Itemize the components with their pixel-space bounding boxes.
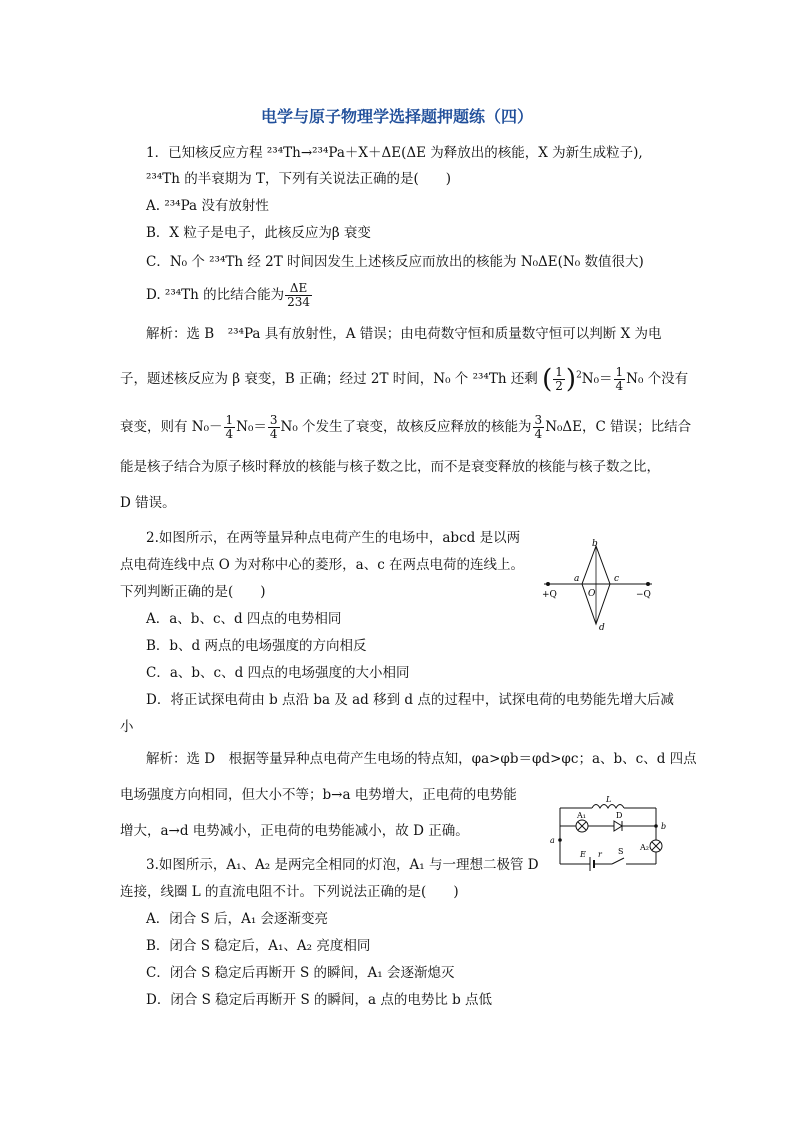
right-paren: ) bbox=[565, 364, 577, 395]
q2-solution-line3: 增大，a→d 电势减小，正电荷的电势能减小，故 D 正确。 bbox=[120, 823, 469, 839]
solution-text: 衰变，则有 N₀－ bbox=[120, 419, 223, 435]
q2-stem-line3: 下列判断正确的是( ) bbox=[120, 584, 266, 600]
solution-text: N₀＝ bbox=[236, 419, 267, 435]
fraction-numerator: 1 bbox=[225, 413, 234, 427]
left-paren: ( bbox=[542, 364, 553, 395]
label-c: c bbox=[614, 574, 620, 584]
fraction-numerator: 3 bbox=[269, 413, 278, 427]
fraction-quarter bbox=[224, 414, 236, 441]
q1-solution-line4: 能是核子结合为原子核时释放的核能与核子数之比，而不是衰变释放的核能与核子数之比， bbox=[120, 459, 660, 475]
fraction-numerator: ΔE bbox=[285, 282, 312, 296]
minus-charge-point bbox=[646, 582, 650, 586]
q2-stem-line2: 点电荷连线中点 O 为对称中心的菱形，a、c 在两点电荷的连线上。 bbox=[120, 557, 525, 573]
fraction-denominator: 4 bbox=[269, 427, 278, 441]
page-title: 电学与原子物理学选择题押题练（四） bbox=[260, 107, 533, 126]
q2-option-c: C．a、b、c、d 四点的电场强度的大小相同 bbox=[146, 665, 410, 681]
diode-symbol bbox=[614, 821, 622, 831]
q3-stem-line1: 3.如图所示，A₁、A₂ 是两完全相同的灯泡，A₁ 与一理想二极管 D bbox=[146, 857, 539, 873]
label-A2: A₂ bbox=[640, 843, 649, 852]
solution-text: 子，题述核反应为 β 衰变，B 正确；经过 2T 时间，N₀ 个 ²³⁴Th 还剩 bbox=[120, 371, 538, 387]
q3-option-a: A．闭合 S 后，A₁ 会逐渐变亮 bbox=[146, 911, 329, 927]
q1-solution-line2 bbox=[120, 366, 688, 393]
solution-text: N₀ 个没有 bbox=[626, 371, 689, 387]
q2-option-a: A．a、b、c、d 四点的电势相同 bbox=[146, 611, 342, 627]
label-minus-q: −Q bbox=[636, 590, 651, 600]
label-d: d bbox=[599, 623, 605, 633]
q1-option-a: A. ²³⁴Pa 没有放射性 bbox=[146, 198, 269, 214]
label-a: a bbox=[574, 574, 580, 584]
solution-text: N₀＝ bbox=[581, 371, 613, 387]
q1-option-d-fraction bbox=[285, 282, 312, 309]
label-r: r bbox=[598, 850, 602, 859]
fraction-denominator: 4 bbox=[615, 379, 624, 393]
label-S: S bbox=[618, 847, 624, 856]
q2-stem-line1: 2.如图所示，在两等量异种点电荷产生的电场中，abcd 是以两 bbox=[146, 530, 521, 546]
label-a: a bbox=[550, 836, 555, 845]
label-O: O bbox=[588, 589, 596, 599]
q1-option-b: B．X 粒子是电子，此核反应为β 衰变 bbox=[146, 225, 371, 241]
fraction-numerator: 3 bbox=[534, 413, 543, 427]
q2-rhombus-figure bbox=[538, 538, 658, 634]
fraction-denominator: 4 bbox=[225, 427, 234, 441]
q3-option-d: D．闭合 S 稳定后再断开 S 的瞬间，a 点的电势比 b 点低 bbox=[146, 992, 493, 1008]
q3-option-c: C．闭合 S 稳定后再断开 S 的瞬间，A₁ 会逐渐熄灭 bbox=[146, 965, 455, 981]
q1-option-d-text: D. ²³⁴Th 的比结合能为 bbox=[146, 287, 285, 303]
q1-stem-line2: ²³⁴Th 的半衰期为 T，下列有关说法正确的是( ) bbox=[146, 171, 452, 187]
label-E: E bbox=[580, 850, 586, 859]
fraction-numerator: 1 bbox=[555, 365, 563, 379]
node-b bbox=[654, 824, 658, 828]
q1-solution-line5: D 错误。 bbox=[120, 495, 176, 511]
q3-stem-line2: 连接，线圈 L 的直流电阻不计。下列说法正确的是( ) bbox=[120, 884, 459, 900]
label-L: L bbox=[606, 795, 612, 804]
exponent: 2 bbox=[576, 370, 582, 381]
q1-solution-line1: 解析：选 B ²³⁴Pa 具有放射性，A 错误；由电荷数守恒和质量数守恒可以判断 X 为电 bbox=[146, 326, 662, 342]
fraction-denominator: 4 bbox=[534, 427, 543, 441]
q1-option-d bbox=[146, 282, 313, 309]
fraction-three-quarters bbox=[533, 414, 545, 441]
fraction-half bbox=[553, 366, 565, 393]
q2-option-d-line2: 小 bbox=[120, 719, 134, 735]
q2-option-d-line1: D．将正试探电荷由 b 点沿 ba 及 ad 移到 d 点的过程中，试探电荷的电势能先增大后减 bbox=[146, 692, 674, 708]
fraction-numerator: 1 bbox=[615, 365, 624, 379]
q3-option-b: B．闭合 S 稳定后，A₁、A₂ 亮度相同 bbox=[146, 938, 371, 954]
q3-circuit-figure bbox=[548, 794, 672, 878]
label-plus-q: +Q bbox=[542, 590, 557, 600]
q2-solution-line2: 电场强度方向相同，但大小不等；b→a 电势增大，正电荷的电势能 bbox=[120, 787, 517, 803]
q1-option-c: C．N₀ 个 ²³⁴Th 经 2T 时间因发生上述核反应而放出的核能为 N₀ΔE(N₀ 数值很大) bbox=[146, 254, 644, 270]
plus-charge-point bbox=[546, 582, 550, 586]
q1-solution-line3 bbox=[120, 414, 691, 441]
solution-text: N₀ 个发生了衰变，故核反应释放的核能为 bbox=[280, 419, 532, 435]
label-b: b bbox=[661, 822, 667, 831]
q2-solution-line1: 解析：选 D 根据等量异种点电荷产生电场的特点知，φa>φb＝φd>φc；a、b、c、d 四点 bbox=[146, 751, 697, 767]
fraction-denominator: 2 bbox=[555, 379, 563, 393]
q1-stem-line1: 1．已知核反应方程 ²³⁴Th→²³⁴Pa＋X＋ΔE(ΔE 为释放出的核能，X 为新生成粒子), bbox=[146, 145, 643, 161]
label-A1: A₁ bbox=[577, 811, 586, 820]
fraction-quarter bbox=[614, 366, 626, 393]
q2-option-b: B．b、d 两点的电场强度的方向相反 bbox=[146, 638, 367, 654]
label-D: D bbox=[616, 811, 623, 820]
label-b: b bbox=[592, 539, 598, 549]
fraction-three-quarters bbox=[268, 414, 280, 441]
switch-lever bbox=[612, 858, 624, 864]
inductor-coil bbox=[592, 805, 624, 809]
solution-text: N₀ΔE，C 错误；比结合 bbox=[545, 419, 692, 435]
fraction-denominator: 234 bbox=[287, 295, 311, 309]
